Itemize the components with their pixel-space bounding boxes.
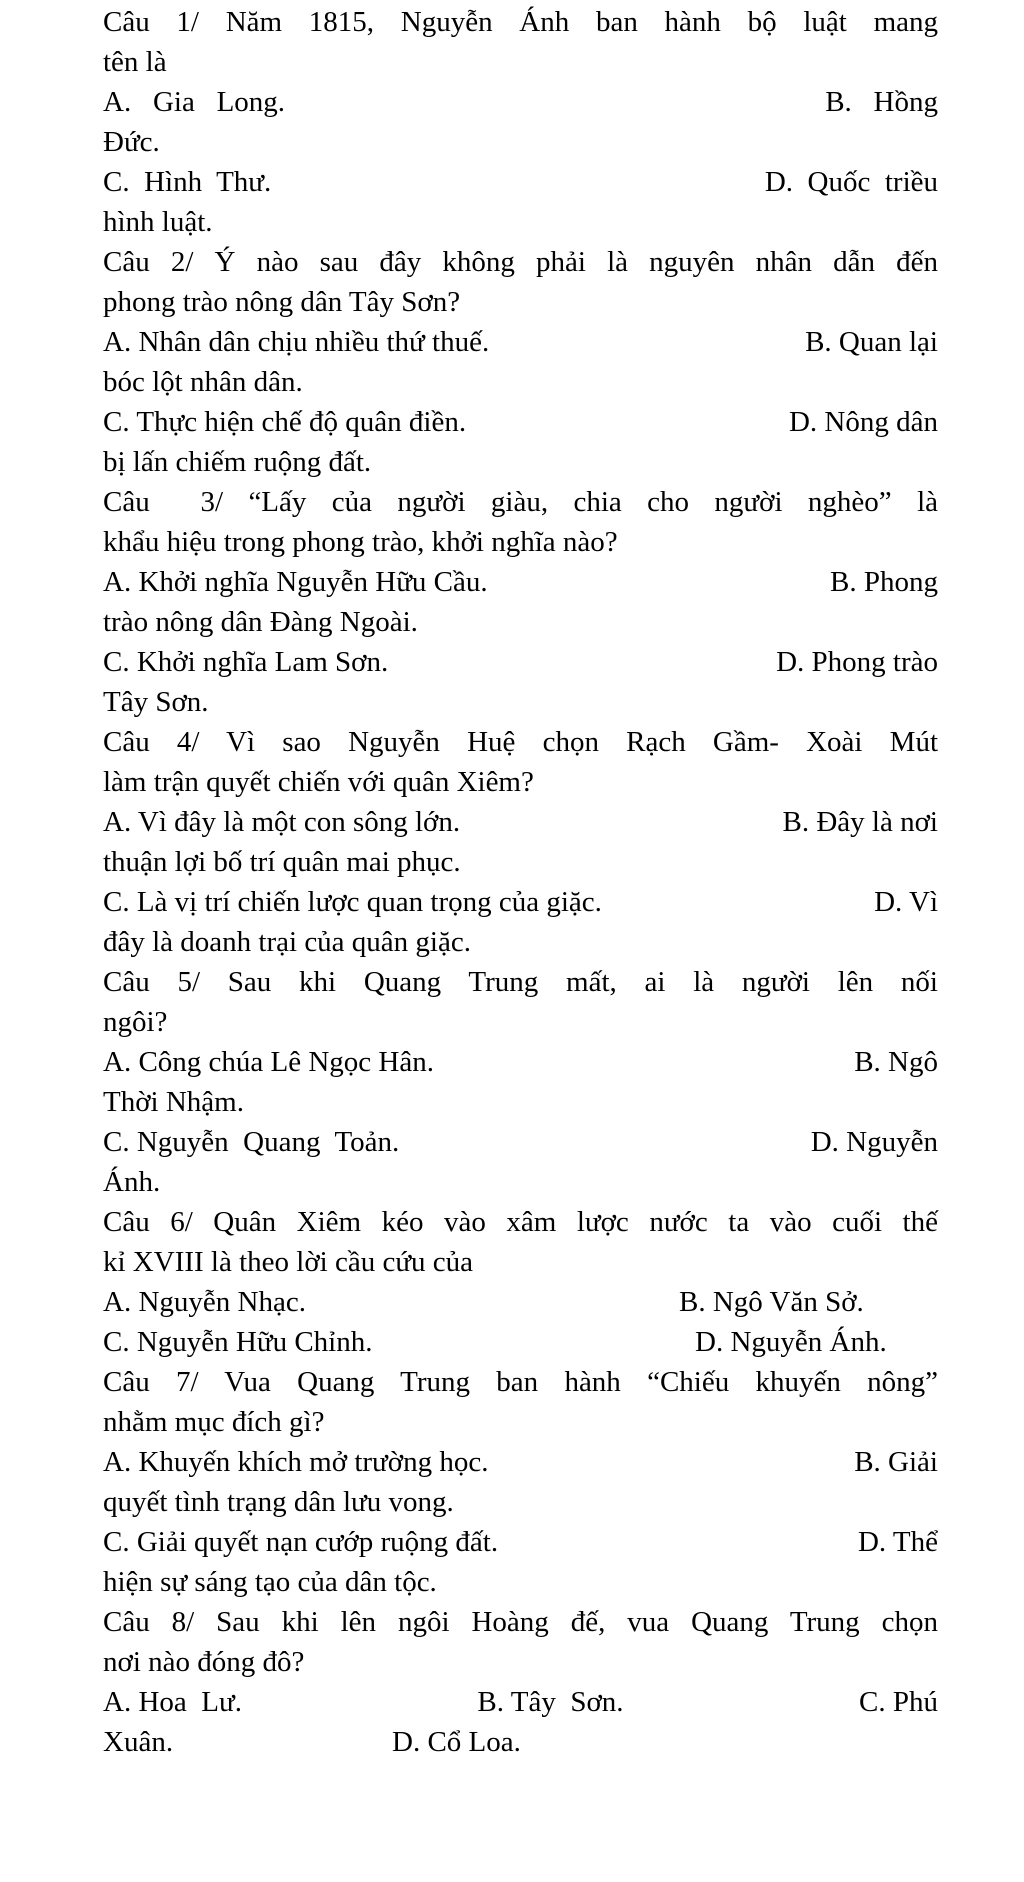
question-5-option-d-continuation: Ánh. (103, 1166, 161, 1198)
question-8-options-cd (103, 1722, 938, 1762)
question-7-option-c: C. Giải quyết nạn cướp ruộng đất. (103, 1526, 499, 1558)
question-1-option-d-continuation: hình luật. (103, 206, 213, 238)
question-3-option-c: C. Khởi nghĩa Lam Sơn. (103, 646, 389, 678)
question-1-stem-line-2: tên là (103, 46, 167, 78)
question-2-stem-line-1: Câu 2/ Ý nào sau đây không phải là nguyên nhân dẫn đến (103, 246, 938, 278)
question-3-stem-line-1: Câu 3/ “Lấy của người giàu, chia cho người nghèo” là (103, 486, 938, 518)
question-2-option-d-continuation: bị lấn chiếm ruộng đất. (103, 446, 372, 478)
question-1-options-cd (103, 162, 938, 202)
question-1-option-b-continuation: Đức. (103, 126, 160, 158)
question-1-options-ab (103, 82, 938, 122)
question-2-option-c: C. Thực hiện chế độ quân điền. (103, 406, 467, 438)
question-8-option-c-continuation: Xuân. (103, 1726, 174, 1758)
question-3-option-a: A. Khởi nghĩa Nguyễn Hữu Cầu. (103, 566, 488, 598)
question-1-option-c: C. Hình Thư. (103, 166, 272, 198)
question-5-option-c: C. Nguyễn Quang Toản. (103, 1126, 400, 1158)
question-6-stem-line-1: Câu 6/ Quân Xiêm kéo vào xâm lược nước ta vào cuối thế (103, 1206, 938, 1238)
question-2-option-a: A. Nhân dân chịu nhiều thứ thuế. (103, 326, 490, 358)
question-2-options-cd (103, 402, 938, 442)
question-7-option-b: B. Giải (854, 1446, 938, 1478)
question-3-option-d: D. Phong trào (776, 646, 938, 678)
question-6-options-cd (103, 1322, 938, 1362)
question-7-stem-line-1: Câu 7/ Vua Quang Trung ban hành “Chiếu khuyến nông” (103, 1366, 938, 1398)
question-5-option-d: D. Nguyễn (810, 1126, 938, 1158)
question-7-option-b-continuation: quyết tình trạng dân lưu vong. (103, 1486, 454, 1518)
question-1-option-a: A. Gia Long. (103, 86, 286, 118)
question-3-options-ab (103, 562, 938, 602)
question-2-stem-line-2: phong trào nông dân Tây Sơn? (103, 286, 461, 318)
question-4-option-b: B. Đây là nơi (782, 806, 938, 838)
question-5-options-cd (103, 1122, 938, 1162)
question-3-option-b: B. Phong (830, 566, 938, 598)
question-1-stem-line-1: Câu 1/ Năm 1815, Nguyễn Ánh ban hành bộ luật mang (103, 6, 938, 38)
question-8-stem-line-1: Câu 8/ Sau khi lên ngôi Hoàng đế, vua Quang Trung chọn (103, 1606, 938, 1638)
question-4-option-a: A. Vì đây là một con sông lớn. (103, 806, 461, 838)
question-4-option-b-continuation: thuận lợi bố trí quân mai phục. (103, 846, 461, 878)
question-5-option-a: A. Công chúa Lê Ngọc Hân. (103, 1046, 434, 1078)
question-8-stem-line-2: nơi nào đóng đô? (103, 1646, 305, 1678)
question-4-option-c: C. Là vị trí chiến lược quan trọng của giặc. (103, 886, 602, 918)
question-4-options-ab (103, 802, 938, 842)
question-6-option-d: D. Nguyễn Ánh. (695, 1326, 887, 1358)
question-7-options-ab (103, 1442, 938, 1482)
question-6-option-b: B. Ngô Văn Sở. (679, 1286, 864, 1318)
question-5-option-b: B. Ngô (854, 1046, 938, 1078)
question-2-option-d: D. Nông dân (788, 406, 938, 438)
question-5-stem-line-2: ngôi? (103, 1006, 168, 1038)
question-4-options-cd (103, 882, 938, 922)
question-5-stem-line-1: Câu 5/ Sau khi Quang Trung mất, ai là người lên nối (103, 966, 938, 998)
question-5-options-ab (103, 1042, 938, 1082)
question-7-option-a: A. Khuyến khích mở trường học. (103, 1446, 489, 1478)
question-4-stem-line-1: Câu 4/ Vì sao Nguyễn Huệ chọn Rạch Gầm- Xoài Mút (103, 726, 938, 758)
question-7-option-d: D. Thể (857, 1526, 938, 1558)
question-3-options-cd (103, 642, 938, 682)
question-3-stem-line-2: khẩu hiệu trong phong trào, khởi nghĩa nào? (103, 526, 618, 558)
question-5-option-b-continuation: Thời Nhậm. (103, 1086, 244, 1118)
question-8-option-d: D. Cổ Loa. (392, 1726, 521, 1758)
question-7-options-cd (103, 1522, 938, 1562)
question-7-stem-line-2: nhằm mục đích gì? (103, 1406, 325, 1438)
question-8-option-c: C. Phú (859, 1686, 938, 1718)
question-1-option-b: B. Hồng (825, 86, 938, 118)
question-4-option-d: D. Vì (874, 886, 938, 918)
question-6-stem-line-2: kỉ XVIII là theo lời cầu cứu của (103, 1246, 474, 1278)
question-2-option-b: B. Quan lại (805, 326, 938, 358)
question-3-option-b-continuation: trào nông dân Đàng Ngoài. (103, 606, 418, 638)
question-4-option-d-continuation: đây là doanh trại của quân giặc. (103, 926, 471, 958)
question-7-option-d-continuation: hiện sự sáng tạo của dân tộc. (103, 1566, 437, 1598)
question-8-options-abc (103, 1682, 938, 1722)
question-6-option-a: A. Nguyễn Nhạc. (103, 1286, 306, 1318)
question-4-stem-line-2: làm trận quyết chiến với quân Xiêm? (103, 766, 534, 798)
question-2-option-b-continuation: bóc lột nhân dân. (103, 366, 303, 398)
question-3-option-d-continuation: Tây Sơn. (103, 686, 209, 718)
question-6-options-ab (103, 1282, 938, 1322)
question-1-option-d: D. Quốc triều (764, 166, 938, 198)
question-6-option-c: C. Nguyễn Hữu Chỉnh. (103, 1326, 373, 1358)
question-8-option-a: A. Hoa Lư. (103, 1686, 242, 1718)
question-2-options-ab (103, 322, 938, 362)
question-8-option-b: B. Tây Sơn. (477, 1686, 624, 1718)
